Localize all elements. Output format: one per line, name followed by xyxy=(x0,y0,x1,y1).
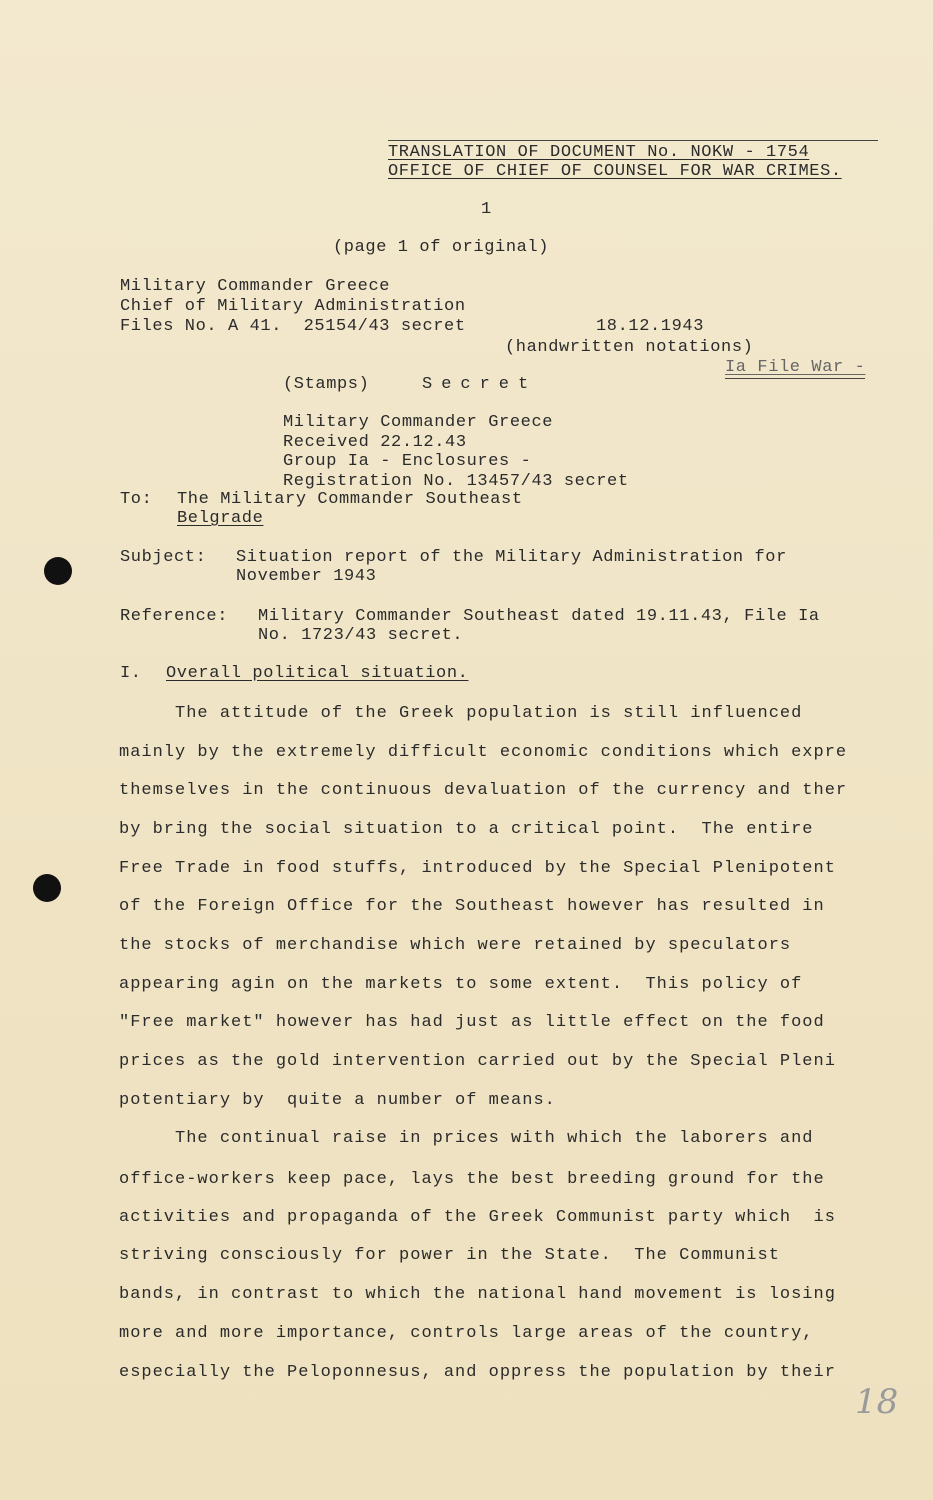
handwritten-notations: (handwritten notations) xyxy=(505,338,754,357)
body-line: The continual raise in prices with which the laborers and xyxy=(119,1129,814,1148)
section-title: Overall political situation. xyxy=(166,664,469,683)
reference-label: Reference: xyxy=(120,607,229,626)
body-line: striving consciously for power in the State. The Communist xyxy=(119,1246,780,1265)
body-line: bands, in contrast to which the national hand movement is losing xyxy=(119,1285,836,1304)
subject-label: Subject: xyxy=(120,548,207,567)
header-rule xyxy=(388,140,878,141)
body-line: activities and propaganda of the Greek Communist party which is xyxy=(119,1208,836,1227)
body-line: potentiary by quite a number of means. xyxy=(119,1091,556,1110)
page-of-original: (page 1 of original) xyxy=(333,238,550,257)
subject-line-2: November 1943 xyxy=(236,567,377,586)
office-line: OFFICE OF CHIEF OF COUNSEL FOR WAR CRIMES. xyxy=(388,162,842,181)
reference-line-1: Military Commander Southeast dated 19.11.43, File Ia xyxy=(258,607,820,626)
file-note-rule xyxy=(725,378,865,379)
body-line: the stocks of merchandise which were retained by speculators xyxy=(119,936,792,955)
punch-hole-bottom xyxy=(33,874,61,902)
section-number: I. xyxy=(120,664,142,683)
body-line: of the Foreign Office for the Southeast however has resulted in xyxy=(119,897,825,916)
document-date: 18.12.1943 xyxy=(596,317,705,336)
to-label: To: xyxy=(120,490,153,509)
secret-stamp: Secret xyxy=(422,375,538,394)
stamp-line-2: Received 22.12.43 xyxy=(283,433,467,452)
subject-line-1: Situation report of the Military Administration for xyxy=(236,548,787,567)
body-line: office-workers keep pace, lays the best breeding ground for the xyxy=(119,1170,825,1189)
body-line: "Free market" however has had just as little effect on the food xyxy=(119,1013,825,1032)
body-line: mainly by the extremely difficult economic conditions which expre xyxy=(119,743,848,762)
stamp-line-3: Group Ia - Enclosures - xyxy=(283,452,532,471)
page-number: 1 xyxy=(481,200,492,219)
body-line: The attitude of the Greek population is still influenced xyxy=(119,704,803,723)
recipient-city: Belgrade xyxy=(177,509,264,528)
recipient-name: The Military Commander Southeast xyxy=(177,490,523,509)
stamp-line-1: Military Commander Greece xyxy=(283,413,554,432)
handwritten-page-mark: 18 xyxy=(855,1382,899,1422)
body-line: more and more importance, controls large areas of the country, xyxy=(119,1324,814,1343)
punch-hole-top xyxy=(44,557,72,585)
translation-line: TRANSLATION OF DOCUMENT No. NOKW - 1754 xyxy=(388,143,810,162)
stamp-line-4: Registration No. 13457/43 secret xyxy=(283,472,629,491)
body-line: themselves in the continuous devaluation of the currency and ther xyxy=(119,781,848,800)
reference-line-2: No. 1723/43 secret. xyxy=(258,626,464,645)
sender-line-2: Chief of Military Administration xyxy=(120,297,466,316)
body-line: prices as the gold intervention carried out by the Special Pleni xyxy=(119,1052,836,1071)
body-line: Free Trade in food stuffs, introduced by the Special Plenipotent xyxy=(119,859,836,878)
body-line: appearing agin on the markets to some extent. This policy of xyxy=(119,975,803,994)
file-number: Files No. A 41. 25154/43 secret xyxy=(120,317,466,336)
body-line: especially the Peloponnesus, and oppress the population by their xyxy=(119,1363,836,1382)
file-note: Ia File War - xyxy=(725,358,866,377)
body-line: by bring the social situation to a critical point. The entire xyxy=(119,820,814,839)
sender-line-1: Military Commander Greece xyxy=(120,277,391,296)
stamps-label: (Stamps) xyxy=(283,375,370,394)
